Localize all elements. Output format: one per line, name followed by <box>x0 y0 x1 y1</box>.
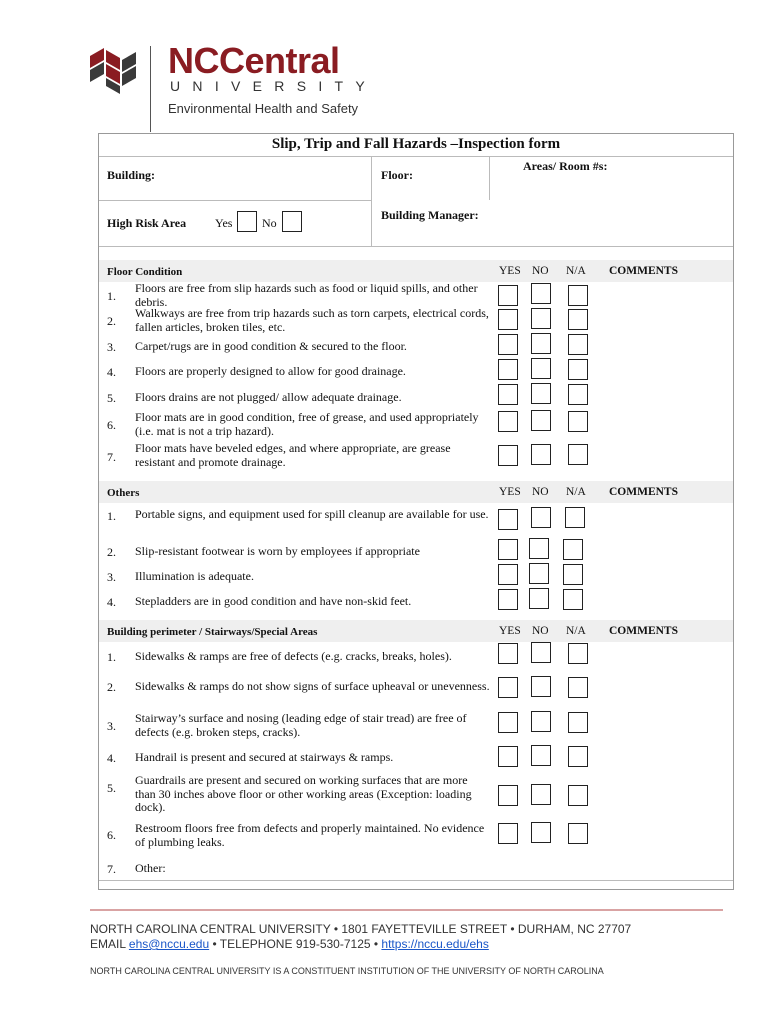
phone-text: • TELEPHONE 919-530-7125 • <box>209 937 382 951</box>
item-number: 3. <box>107 340 116 354</box>
item-number: 5. <box>107 391 116 405</box>
yes-checkbox[interactable] <box>498 589 518 610</box>
col-yes: YES <box>499 625 521 637</box>
na-checkbox[interactable] <box>568 444 588 465</box>
na-checkbox[interactable] <box>563 589 583 610</box>
col-no: NO <box>532 486 549 498</box>
yes-checkbox[interactable] <box>498 359 518 380</box>
na-checkbox[interactable] <box>568 785 588 806</box>
no-checkbox[interactable] <box>531 283 551 304</box>
item-number: 2. <box>107 680 116 694</box>
no-checkbox[interactable] <box>531 308 551 329</box>
yes-checkbox[interactable] <box>498 285 518 306</box>
item-text: Sidewalks & ramps do not show signs of surface upheaval or unevenness. <box>135 679 490 693</box>
section-heading: Floor Condition <box>107 266 183 278</box>
item-text: Other: <box>135 861 166 875</box>
na-checkbox[interactable] <box>563 564 583 585</box>
na-checkbox[interactable] <box>565 507 585 528</box>
item-number: 7. <box>107 450 116 464</box>
yes-checkbox[interactable] <box>498 564 518 585</box>
inspection-form <box>98 133 734 890</box>
col-comments: COMMENTS <box>609 265 678 277</box>
item-text: Floors drains are not plugged/ allow adequate drainage. <box>135 390 402 404</box>
no-checkbox[interactable] <box>531 333 551 354</box>
website-link[interactable]: https://nccu.edu/ehs <box>381 937 489 951</box>
na-checkbox[interactable] <box>568 285 588 306</box>
yes-checkbox[interactable] <box>498 445 518 466</box>
item-text: Sidewalks & ramps are free of defects (e.g. cracks, breaks, holes). <box>135 649 452 663</box>
item-number: 4. <box>107 595 116 609</box>
building-manager-label: Building Manager: <box>381 208 479 222</box>
item-number: 6. <box>107 418 116 432</box>
item-number: 1. <box>107 650 116 664</box>
na-checkbox[interactable] <box>568 712 588 733</box>
item-text: Slip-resistant footwear is worn by employees if appropriate <box>135 544 420 558</box>
no-checkbox[interactable] <box>531 784 551 805</box>
yes-checkbox[interactable] <box>498 823 518 844</box>
areas-label: Areas/ Room #s: <box>523 159 608 173</box>
na-checkbox[interactable] <box>568 411 588 432</box>
org-name: NCCentral <box>168 40 340 81</box>
no-checkbox[interactable] <box>531 676 551 697</box>
na-checkbox[interactable] <box>568 359 588 380</box>
na-checkbox[interactable] <box>568 309 588 330</box>
yes-checkbox[interactable] <box>498 384 518 405</box>
divider <box>489 156 490 200</box>
yes-label: Yes <box>215 216 233 230</box>
item-number: 1. <box>107 289 116 303</box>
col-comments: COMMENTS <box>609 486 678 498</box>
na-checkbox[interactable] <box>568 334 588 355</box>
email-link[interactable]: ehs@nccu.edu <box>128 937 210 951</box>
high-risk-label: High Risk Area <box>107 216 187 230</box>
department-title: Environmental Health and Safety <box>168 101 359 116</box>
item-text: Floor mats have beveled edges, and where appropriate, are grease resistant and promote drainage. <box>135 441 451 469</box>
yes-checkbox[interactable] <box>498 746 518 767</box>
na-checkbox[interactable] <box>563 539 583 560</box>
yes-checkbox[interactable] <box>498 643 518 664</box>
building-label: Building: <box>107 168 156 182</box>
no-checkbox[interactable] <box>531 444 551 465</box>
item-text: Walkways are free from trip hazards such as torn carpets, electrical cords, fallen articles, broken tiles, etc. <box>135 306 489 334</box>
item-text: Restroom floors free from defects and properly maintained. No evidence of plumbing leaks. <box>135 821 485 849</box>
col-comments: COMMENTS <box>609 625 678 637</box>
divider <box>99 246 733 247</box>
item-number: 7. <box>107 862 116 876</box>
footer-rule <box>90 909 723 911</box>
yes-checkbox[interactable] <box>498 334 518 355</box>
item-number: 2. <box>107 314 116 328</box>
footer-address: NORTH CAROLINA CENTRAL UNIVERSITY • 1801 FAYETTEVILLE STREET • DURHAM, NC 27707 <box>90 922 632 936</box>
col-no: NO <box>532 625 549 637</box>
high-risk-no-checkbox[interactable] <box>282 211 302 232</box>
item-number: 3. <box>107 719 116 733</box>
divider <box>99 200 372 201</box>
na-checkbox[interactable] <box>568 384 588 405</box>
no-checkbox[interactable] <box>531 358 551 379</box>
no-checkbox[interactable] <box>529 588 549 609</box>
item-text: Illumination is adequate. <box>135 569 254 583</box>
item-number: 1. <box>107 509 116 523</box>
email-prefix: EMAIL <box>90 937 129 951</box>
divider <box>371 156 372 246</box>
item-text: Stepladders are in good condition and have non-skid feet. <box>135 594 412 608</box>
yes-checkbox[interactable] <box>498 411 518 432</box>
no-label: No <box>262 216 277 230</box>
no-checkbox[interactable] <box>531 822 551 843</box>
item-text: Handrail is present and secured at stairways & ramps. <box>135 750 394 764</box>
form-title: Slip, Trip and Fall Hazards –Inspection form <box>271 136 561 152</box>
item-text: Floor mats are in good condition, free of grease, and used appropriately (i.e. mat is not a trip hazard). <box>135 410 479 438</box>
yes-checkbox[interactable] <box>498 785 518 806</box>
col-yes: YES <box>499 486 521 498</box>
col-no: NO <box>532 265 549 277</box>
no-checkbox[interactable] <box>531 410 551 431</box>
no-checkbox[interactable] <box>529 538 549 559</box>
no-checkbox[interactable] <box>531 383 551 404</box>
section-heading: Others <box>107 487 140 499</box>
yes-checkbox[interactable] <box>498 677 518 698</box>
item-text: Portable signs, and equipment used for spill cleanup are available for use. <box>135 507 489 521</box>
item-text: Floors are properly designed to allow for good drainage. <box>135 364 406 378</box>
item-number: 5. <box>107 781 116 795</box>
item-number: 6. <box>107 828 116 842</box>
col-yes: YES <box>499 265 521 277</box>
floor-label: Floor: <box>381 168 413 182</box>
footer-contact <box>90 937 489 951</box>
no-checkbox[interactable] <box>531 642 551 663</box>
na-checkbox[interactable] <box>568 643 588 664</box>
item-text: Floors are free from slip hazards such as food or liquid spills, and other debris. <box>135 281 478 309</box>
org-sub: UNIVERSITY <box>170 78 378 94</box>
item-number: 3. <box>107 570 116 584</box>
yes-checkbox[interactable] <box>498 309 518 330</box>
logo-divider <box>150 46 151 132</box>
footer-constituent: NORTH CAROLINA CENTRAL UNIVERSITY IS A CONSTITUENT INSTITUTION OF THE UNIVERSITY OF NORTH CAROLINA <box>90 966 604 976</box>
na-checkbox[interactable] <box>568 677 588 698</box>
yes-checkbox[interactable] <box>498 539 518 560</box>
high-risk-yes-checkbox[interactable] <box>237 211 257 232</box>
item-text: Guardrails are present and secured on working surfaces that are more than 30 inches above floor or other working areas (Exception: loading dock). <box>135 773 472 814</box>
item-text: Stairway’s surface and nosing (leading edge of stair tread) are free of defects (e.g. broken steps, cracks). <box>135 711 467 739</box>
nccu-logo-mark-icon <box>90 46 140 94</box>
divider <box>99 156 733 157</box>
yes-checkbox[interactable] <box>498 712 518 733</box>
item-number: 4. <box>107 751 116 765</box>
yes-checkbox[interactable] <box>498 509 518 530</box>
divider <box>99 880 733 881</box>
no-checkbox[interactable] <box>529 563 549 584</box>
no-checkbox[interactable] <box>531 745 551 766</box>
col-na: N/A <box>566 265 586 277</box>
col-na: N/A <box>566 486 586 498</box>
na-checkbox[interactable] <box>568 823 588 844</box>
no-checkbox[interactable] <box>531 711 551 732</box>
no-checkbox[interactable] <box>531 507 551 528</box>
item-number: 4. <box>107 365 116 379</box>
col-na: N/A <box>566 625 586 637</box>
item-text: Carpet/rugs are in good condition & secured to the floor. <box>135 339 407 353</box>
item-number: 2. <box>107 545 116 559</box>
na-checkbox[interactable] <box>568 746 588 767</box>
section-heading: Building perimeter / Stairways/Special Areas <box>107 626 318 638</box>
